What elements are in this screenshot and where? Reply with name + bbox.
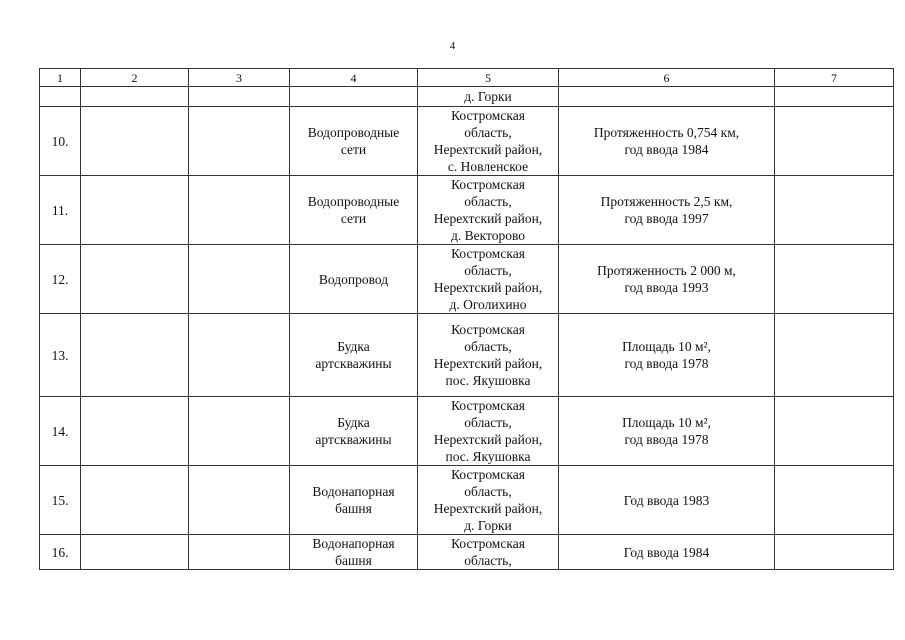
- address-line: область,: [464, 263, 512, 278]
- address-line: с. Новленское: [447, 159, 529, 174]
- cell-characteristics: [559, 176, 775, 245]
- cell-characteristics: [559, 535, 775, 570]
- name-line: Водонапорная: [312, 484, 395, 499]
- cell-col3: [189, 245, 290, 314]
- name-line: Водопроводные: [307, 194, 400, 209]
- characteristics-line: Год ввода 1983: [623, 492, 710, 508]
- cell-col7: [775, 466, 894, 535]
- cell-col2: [81, 397, 189, 466]
- cell-address: д. Горки: [418, 87, 559, 107]
- name-line: башня: [335, 553, 372, 568]
- cell-num: 16.: [40, 535, 81, 570]
- cell-col7: [775, 107, 894, 176]
- name-line: Водонапорная: [312, 536, 395, 551]
- column-header-3: 3: [189, 69, 290, 87]
- address-line: Нерехтский район,: [433, 432, 543, 447]
- cell-num: 11.: [40, 176, 81, 245]
- cell-name: [290, 87, 418, 107]
- address-line: область,: [464, 415, 512, 430]
- cell-address: [418, 314, 559, 397]
- cell-col3: [189, 466, 290, 535]
- cell-num: 14.: [40, 397, 81, 466]
- continuation-row: [40, 87, 894, 107]
- cell-col3: [189, 397, 290, 466]
- cell-name: [290, 397, 418, 466]
- cell-address: [418, 176, 559, 245]
- address-line: область,: [464, 339, 512, 354]
- table-row: [40, 107, 894, 176]
- characteristics-line: Протяженность 2 000 м,: [597, 263, 736, 278]
- cell-col3: [189, 176, 290, 245]
- address-line: Костромская: [451, 536, 525, 551]
- address-line: д. Горки: [464, 518, 512, 533]
- cell-col3: [189, 314, 290, 397]
- column-header-5: 5: [418, 69, 559, 87]
- cell-col7: [775, 176, 894, 245]
- cell-address: [418, 466, 559, 535]
- cell-num: 15.: [40, 466, 81, 535]
- cell-col7: [775, 314, 894, 397]
- cell-characteristics: [559, 87, 775, 107]
- cell-col2: [81, 87, 189, 107]
- name-line: Будка: [337, 339, 370, 354]
- cell-col2: [81, 535, 189, 570]
- characteristics-line: Протяженность 2,5 км,: [600, 194, 733, 209]
- name-line: артскважины: [315, 356, 392, 371]
- address-line: д. Векторово: [451, 228, 525, 243]
- cell-name: [290, 535, 418, 570]
- cell-col7: [775, 397, 894, 466]
- address-line: д. Оголихино: [449, 297, 527, 312]
- cell-name: [290, 466, 418, 535]
- address-line: Нерехтский район,: [433, 211, 543, 226]
- name-line: сети: [340, 142, 367, 157]
- address-line: область,: [464, 553, 512, 568]
- characteristics-line: год ввода 1993: [624, 280, 709, 295]
- cell-num: 10.: [40, 107, 81, 176]
- cell-name: [290, 245, 418, 314]
- characteristics-line: год ввода 1997: [624, 211, 709, 226]
- cell-col7: [775, 245, 894, 314]
- address-line: Костромская: [451, 398, 525, 413]
- cell-characteristics: [559, 314, 775, 397]
- cell-col2: [81, 107, 189, 176]
- table-row: [40, 314, 894, 397]
- cell-characteristics: [559, 397, 775, 466]
- address-line: область,: [464, 194, 512, 209]
- address-line: Нерехтский район,: [433, 280, 543, 295]
- cell-col2: [81, 314, 189, 397]
- cell-address: [418, 397, 559, 466]
- address-line: Нерехтский район,: [433, 356, 543, 371]
- column-header-1: 1: [40, 69, 81, 87]
- cell-name: [290, 314, 418, 397]
- property-registry-table: [39, 68, 894, 570]
- header-row: [40, 69, 894, 87]
- cell-col2: [81, 176, 189, 245]
- address-line: пос. Якушовка: [445, 449, 531, 464]
- address-line: Нерехтский район,: [433, 142, 543, 157]
- cell-col7: [775, 535, 894, 570]
- characteristics-line: Год ввода 1984: [623, 544, 710, 560]
- cell-col2: [81, 245, 189, 314]
- cell-name: [290, 176, 418, 245]
- characteristics-line: Площадь 10 м²,: [622, 415, 711, 430]
- address-line: Нерехтский район,: [433, 501, 543, 516]
- address-line: Костромская: [451, 246, 525, 261]
- address-line: Костромская: [451, 322, 525, 337]
- cell-address: [418, 107, 559, 176]
- table-row: [40, 535, 894, 570]
- column-header-2: 2: [81, 69, 189, 87]
- cell-address: [418, 535, 559, 570]
- cell-characteristics: [559, 245, 775, 314]
- column-header-4: 4: [290, 69, 418, 87]
- cell-address: [418, 245, 559, 314]
- cell-num: [40, 87, 81, 107]
- address-line: область,: [464, 125, 512, 140]
- characteristics-line: год ввода 1984: [624, 142, 709, 157]
- cell-col3: [189, 535, 290, 570]
- page-number: 4: [449, 40, 456, 52]
- name-line: Водопровод: [318, 271, 389, 287]
- cell-col7: [775, 87, 894, 107]
- table-row: [40, 466, 894, 535]
- cell-num: 12.: [40, 245, 81, 314]
- cell-name: [290, 107, 418, 176]
- cell-col2: [81, 466, 189, 535]
- name-line: башня: [335, 501, 372, 516]
- address-line: область,: [464, 484, 512, 499]
- characteristics-line: Площадь 10 м²,: [622, 339, 711, 354]
- cell-characteristics: [559, 466, 775, 535]
- name-line: Будка: [337, 415, 370, 430]
- column-header-7: 7: [775, 69, 894, 87]
- cell-col3: [189, 107, 290, 176]
- address-line: Костромская: [451, 108, 525, 123]
- table-row: [40, 176, 894, 245]
- cell-num: 13.: [40, 314, 81, 397]
- name-line: артскважины: [315, 432, 392, 447]
- cell-col3: [189, 87, 290, 107]
- table-row: [40, 397, 894, 466]
- address-line: Костромская: [451, 467, 525, 482]
- column-header-6: 6: [559, 69, 775, 87]
- name-line: сети: [340, 211, 367, 226]
- cell-characteristics: [559, 107, 775, 176]
- address-line: Костромская: [451, 177, 525, 192]
- name-line: Водопроводные: [307, 125, 400, 140]
- table-row: [40, 245, 894, 314]
- characteristics-line: Протяженность 0,754 км,: [593, 125, 740, 140]
- characteristics-line: год ввода 1978: [624, 356, 709, 371]
- characteristics-line: год ввода 1978: [624, 432, 709, 447]
- address-line: пос. Якушовка: [445, 373, 531, 388]
